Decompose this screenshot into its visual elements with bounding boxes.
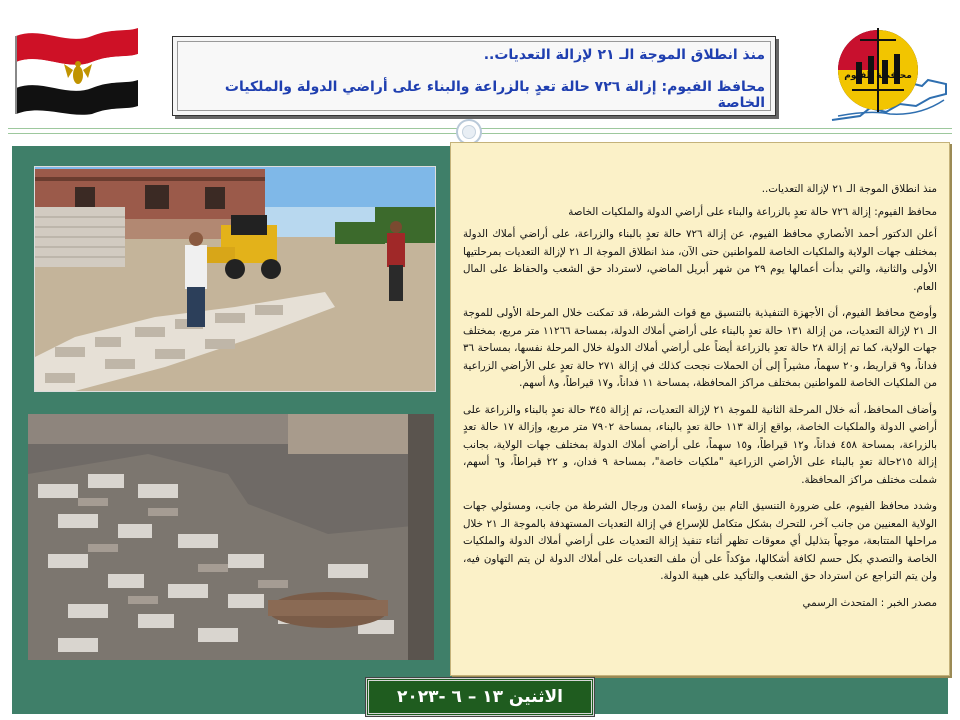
fayoum-governorate-logo-icon [830, 20, 948, 130]
article-paragraph: محافظ الفيوم: إزالة ٧٢٦ حالة تعدٍ بالزراعة والبناء على أراضي الدولة والملكيات الخاصة [568, 205, 937, 218]
date-banner [366, 678, 594, 716]
article-text-box [450, 142, 950, 676]
article-paragraph: وأوضح محافظ الفيوم، أن الأجهزة التنفيذية بالتنسيق مع قوات الشرطة، قد تمكنت خلال المرحلة الأولى للموجة الـ ٢١ لإزالة التعديات، من إزالة ١٣١ حالة تعدٍ بالبناء على أراضي أملاك الدولة، بمساحة ١١٢٦٦ متر مربع، بمختلف جهات الولاية، كما تم إزالة ٢٨ حالة تعدٍ بالزراعة أيضاً على أراضي أملاك الدولة خلال المرحلة نفسها، بمساحة ٣٦ فداناً، و٩ قراريط، و٢٠ سهماً، مشيراً إلى أن الحملات نجحت كذلك في إزالة ٢٧١ حالة تعدٍ على الأراضي الزراعية من الملكيات الخاصة للمواطنين بمختلف مراكز المحافظة، بمساحة ١١ فداناً، و١٧ قيراطاً، و٨ أسهم. [463, 307, 938, 389]
demolition-photo-2 [28, 414, 434, 660]
headline-line-2: محافظ الفيوم: إزالة ٧٢٦ حالة تعدٍ بالزراعة والبناء على أراضي الدولة والملكيات الخاصة [224, 79, 765, 111]
headline-line-1: منذ انطلاق الموجة الـ ٢١ لإزالة التعديات.. [483, 47, 765, 63]
article-paragraph: منذ انطلاق الموجة الـ ٢١ لإزالة التعديات.. [761, 183, 937, 195]
article-body [463, 181, 937, 617]
article-paragraph: أعلن الدكتور أحمد الأنصاري محافظ الفيوم، عن إزالة ٧٢٦ حالة تعدٍ بالبناء والزراعة، على أراضي أملاك الدولة بمختلف جهات الولاية والملكيات الخاصة للمواطنين حتى الآن، منذ انطلاق الموجة الـ ٢١ لإزالة التعديات بمرحلتيها الأولى والثانية، والتي بدأت أعمالها يوم ٢٩ من شهر أبريل الماضي، لاسترداد حق الشعب والحفاظ على المال العام. [463, 228, 937, 293]
news-source: مصدر الخبر : المتحدث الرسمي [802, 596, 937, 609]
article-paragraph: وشدد محافظ الفيوم، على ضرورة التنسيق التام بين رؤساء المدن ورجال الشرطة من جانب، ومسئولي جهات الولاية المعنيين من جانب آخر، للتحرك بشكل متكامل للإسراع في إزالة التعديات المستهدفة بالموجة الـ ٢١ خلال مراحلها المتتابعة، موجهاً بتذليل أي معوقات تظهر أثناء تنفيذ إزالة التعديات على أراضي أملاك الدولة والملكيات الخاصة والتصدي بكل حسم لكافة أشكالها، مؤكداً على أن ملف التعديات على أملاك الدولة لن يتم التهاون فيه، ولن يتم التراجع عن استرداد حق الشعب والتأكيد على هيبة الدولة. [463, 500, 938, 582]
date-text: الاثنين ١٣ – ٦ -٢٠٢٣ [397, 687, 563, 707]
logo-emblem-text: محافظة الفيوم [844, 71, 912, 81]
egypt-flag-icon [12, 18, 142, 118]
article-paragraph: وأضاف المحافظ، أنه خلال المرحلة الثانية للموجة ٢١ لإزالة التعديات، تم إزالة ٣٤٥ حالة تعدٍ بالبناء والزراعة على أراضي الدولة والملكيات الخاصة، بواقع إزالة ١١٣ حالة تعدٍ بالبناء، بمساحة ٧٩٠٢ متر مربع، وإزالة ١٧ حالة تعدٍ بالزراعة، بمساحة ٤٥٨ فداناً، و١٢ قيراطاً، و١٥ سهماً، على أراضي أملاك الدولة بمختلف جهات الولاية، بجانب إزالة ٢١٥حالة تعدٍ بالبناء على الأراضي الزراعية "ملكيات خاصة"، بمساحة ٩ فدان، و ٢٢ قيراطاً، و٦ أسهم، شملت مختلف مراكز المحافظة. [463, 403, 938, 486]
title-box [172, 36, 776, 116]
demolition-photo-1 [34, 166, 436, 392]
